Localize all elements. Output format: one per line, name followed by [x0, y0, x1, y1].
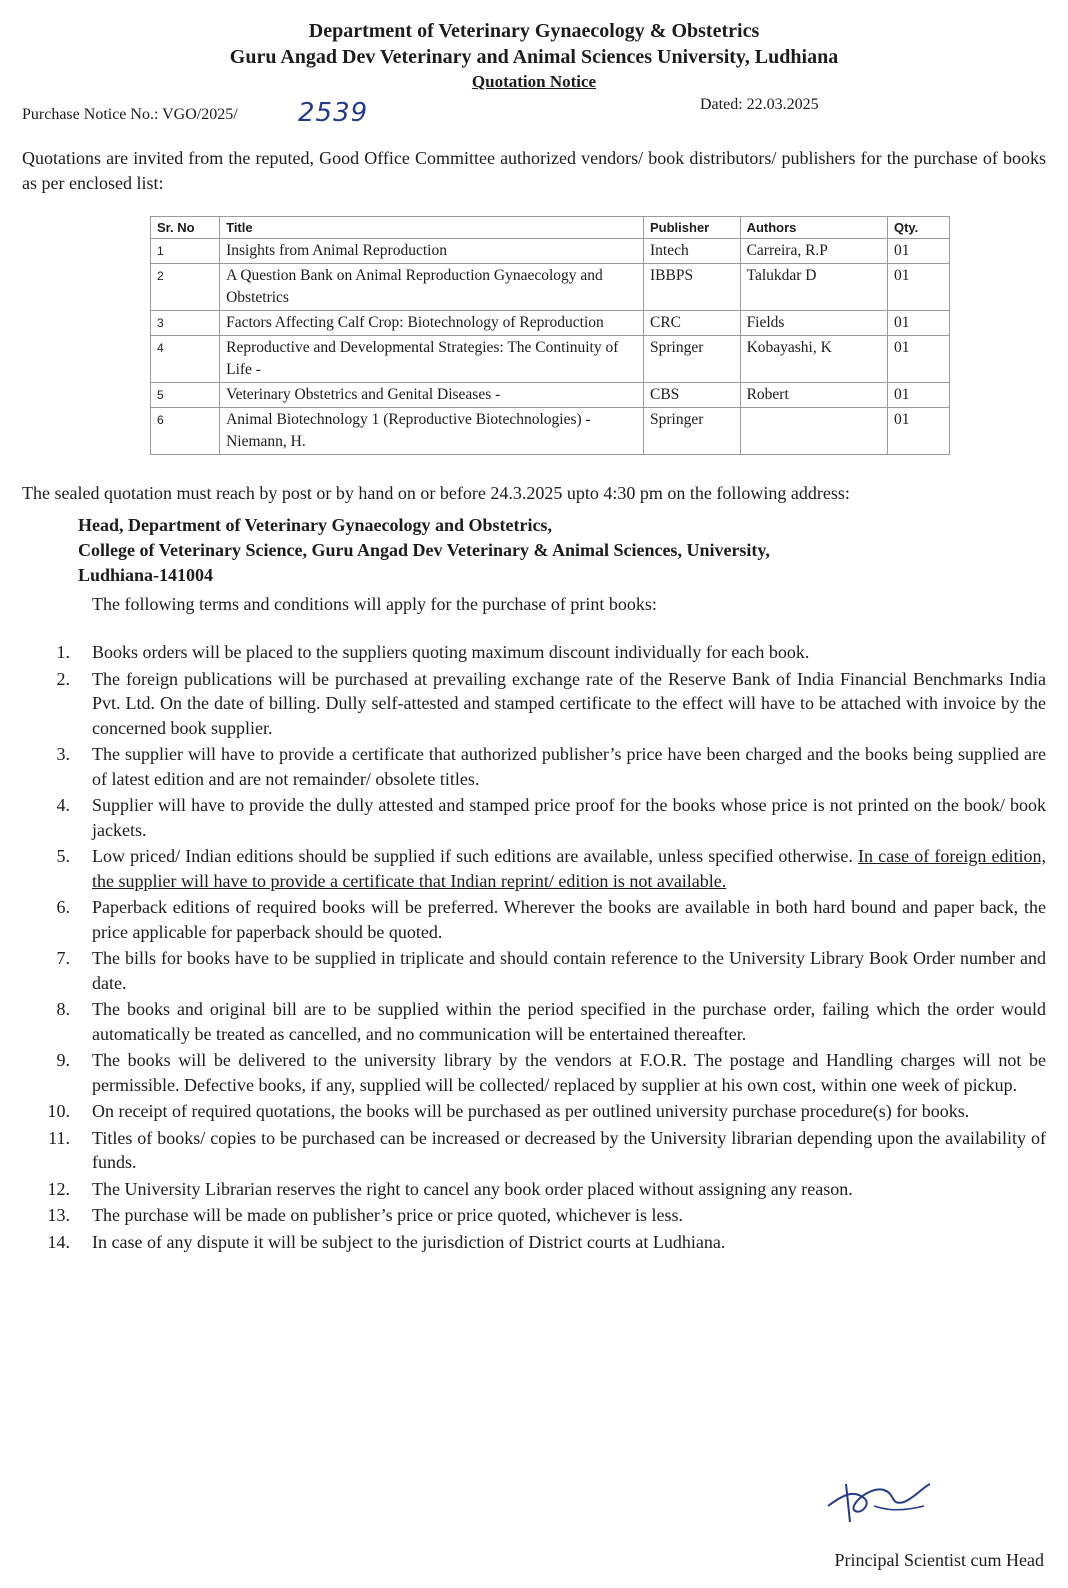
col-header-publisher: Publisher [644, 217, 741, 239]
books-table [150, 216, 950, 455]
term-text: The University Librarian reserves the right to cancel any book order placed without assigning any reason. [92, 1178, 853, 1199]
term-number: 11. [48, 1127, 70, 1148]
signature-block [744, 1476, 1044, 1576]
cell-title: Animal Biotechnology 1 (Reproductive Biotechnologies) - Niemann, H. [220, 408, 644, 455]
cell-publisher: Intech [644, 239, 741, 264]
purchase-notice-number: Purchase Notice No.: VGO/2025/ [22, 106, 238, 123]
cell-qty: 01 [887, 336, 949, 383]
table-row [151, 408, 950, 455]
list-item [22, 640, 1046, 665]
term-text: Low priced/ Indian editions should be supplied if such editions are available, unless specified otherwise. [92, 846, 853, 866]
list-item [22, 1203, 1046, 1228]
term-text: Paperback editions of required books will be preferred. Wherever the books are available in both hard bound and paper back, the price applicable for paperback should be quoted. [92, 897, 1046, 942]
term-text: The purchase will be made on publisher’s price or price quoted, whichever is less. [92, 1205, 683, 1225]
cell-title: Insights from Animal Reproduction [220, 239, 644, 264]
cell-qty: 01 [887, 383, 949, 408]
cell-sr: 4 [151, 336, 220, 383]
list-item [22, 997, 1046, 1046]
address-line-2: College of Veterinary Science, Guru Angad Dev Veterinary & Animal Sciences, University, [78, 540, 770, 560]
table-header-row [151, 217, 950, 239]
cell-qty: 01 [887, 408, 949, 455]
col-header-sr: Sr. No [151, 217, 220, 239]
col-header-title: Title [220, 217, 644, 239]
term-number: 9. [56, 1050, 70, 1070]
cell-authors [740, 408, 887, 455]
cell-publisher: Springer [644, 408, 741, 455]
terms-intro: The following terms and conditions will apply for the purchase of print books: [92, 594, 657, 614]
list-item [22, 844, 1046, 893]
notice-number-line [22, 96, 1046, 138]
notice-date: Dated: 22.03.2025 [700, 96, 819, 113]
term-number: 14. [47, 1231, 70, 1252]
cell-authors: Robert [740, 383, 887, 408]
signatory-title: Principal Scientist cum Head [834, 1550, 1044, 1570]
term-text: Books orders will be placed to the suppliers quoting maximum discount individually for each book. [92, 642, 810, 662]
term-number: 1. [56, 642, 70, 662]
term-text: Supplier will have to provide the dully attested and stamped price proof for the books whose price is not printed on the book/ book jackets. [92, 795, 1046, 840]
list-item [22, 1230, 1046, 1255]
term-text: The foreign publications will be purchased at prevailing exchange rate of the Reserve Bank of India Financial Benchmarks India Pvt. Ltd. On the date of billing. Dully self-attested and stamped certificate to the effect will have to be attached with invoice by the concerned book supplier. [92, 668, 1046, 738]
submission-deadline: The sealed quotation must reach by post or by hand on or before 24.3.2025 upto 4:30 pm on the following address: [22, 483, 850, 503]
term-number: 3. [56, 744, 70, 764]
cell-qty: 01 [887, 239, 949, 264]
cell-sr: 1 [151, 239, 220, 264]
cell-sr: 6 [151, 408, 220, 455]
terms-list [22, 640, 1046, 1254]
letterhead [22, 18, 1046, 94]
term-text: Titles of books/ copies to be purchased can be increased or decreased by the University librarian depending upon the availability of funds. [92, 1127, 1046, 1172]
term-number: 4. [56, 795, 70, 815]
term-number: 5. [56, 846, 70, 866]
term-number: 13. [47, 1205, 70, 1225]
university-name: Guru Angad Dev Veterinary and Animal Sciences University, Ludhiana [229, 46, 839, 68]
table-row [151, 264, 950, 311]
cell-qty: 01 [887, 311, 949, 336]
list-item [22, 667, 1046, 741]
cell-authors: Carreira, R.P [740, 239, 887, 264]
submission-address [78, 513, 1046, 588]
intro-paragraph: Quotations are invited from the reputed, Good Office Committee authorized vendors/ book distributors/ publishers for the purchase of books as per enclosed list: [22, 148, 1046, 193]
cell-sr: 3 [151, 311, 220, 336]
term-text: The bills for books have to be supplied in triplicate and should contain reference to the University Library Book Order number and date. [92, 948, 1046, 993]
col-header-authors: Authors [740, 217, 887, 239]
term-number: 6. [56, 897, 70, 917]
list-item [22, 1099, 1046, 1124]
department-name: Department of Veterinary Gynaecology & Obstetrics [308, 20, 760, 42]
table-row [151, 239, 950, 264]
cell-title: Reproductive and Developmental Strategies: The Continuity of Life - [220, 336, 644, 383]
list-item [22, 946, 1046, 995]
list-item [22, 1048, 1046, 1097]
cell-qty: 01 [887, 264, 949, 311]
col-header-qty: Qty. [887, 217, 949, 239]
term-text: On receipt of required quotations, the books will be purchased as per outlined university purchase procedure(s) for books. [92, 1101, 970, 1121]
cell-title: Factors Affecting Calf Crop: Biotechnology of Reproduction [220, 311, 644, 336]
term-number: 10. [47, 1101, 70, 1121]
address-line-3: Ludhiana-141004 [78, 565, 214, 585]
term-text: The books and original bill are to be supplied within the period specified in the purchase order, failing which the order would automatically be treated as cancelled, and no communication will be entertained thereafter. [92, 999, 1046, 1044]
table-row [151, 311, 950, 336]
term-text: The books will be delivered to the university library by the vendors at F.O.R. The postage and Handling charges will not be permissible. Defective books, if any, supplied will be collected/ replaced by supplier at his own cost, within one week of pickup. [92, 1050, 1046, 1095]
notice-title: Quotation Notice [471, 72, 597, 91]
term-number: 7. [56, 948, 70, 968]
address-line-1: Head, Department of Veterinary Gynaecology and Obstetrics, [78, 515, 552, 535]
cell-publisher: CRC [644, 311, 741, 336]
term-text: In case of any dispute it will be subject to the jurisdiction of District courts at Ludhiana. [92, 1231, 726, 1252]
table-row [151, 336, 950, 383]
cell-authors: Talukdar D [740, 264, 887, 311]
handwritten-signature [824, 1476, 934, 1526]
term-text: The supplier will have to provide a certificate that authorized publisher’s price have been charged and the books being supplied are of latest edition and are not remainder/ obsolete titles. [92, 744, 1046, 789]
term-number: 2. [56, 668, 70, 689]
list-item [22, 793, 1046, 842]
term-number: 12. [47, 1178, 70, 1199]
cell-publisher: Springer [644, 336, 741, 383]
cell-title: A Question Bank on Animal Reproduction Gynaecology and Obstetrics [220, 264, 644, 311]
term-underlined-text: In case of foreign edition, the supplier will have to provide a certificate that Indian reprint/ edition is not available. [92, 846, 1047, 891]
cell-authors: Kobayashi, K [740, 336, 887, 383]
cell-sr: 5 [151, 383, 220, 408]
list-item [22, 1177, 1046, 1202]
table-row [151, 383, 950, 408]
cell-authors: Fields [740, 311, 887, 336]
cell-publisher: CBS [644, 383, 741, 408]
handwritten-number: 2539 [298, 98, 369, 128]
cell-sr: 2 [151, 264, 220, 311]
list-item [22, 895, 1046, 944]
cell-publisher: IBBPS [644, 264, 741, 311]
list-item [22, 742, 1046, 791]
cell-title: Veterinary Obstetrics and Genital Diseases - [220, 383, 644, 408]
list-item [22, 1126, 1046, 1175]
term-number: 8. [56, 999, 70, 1019]
